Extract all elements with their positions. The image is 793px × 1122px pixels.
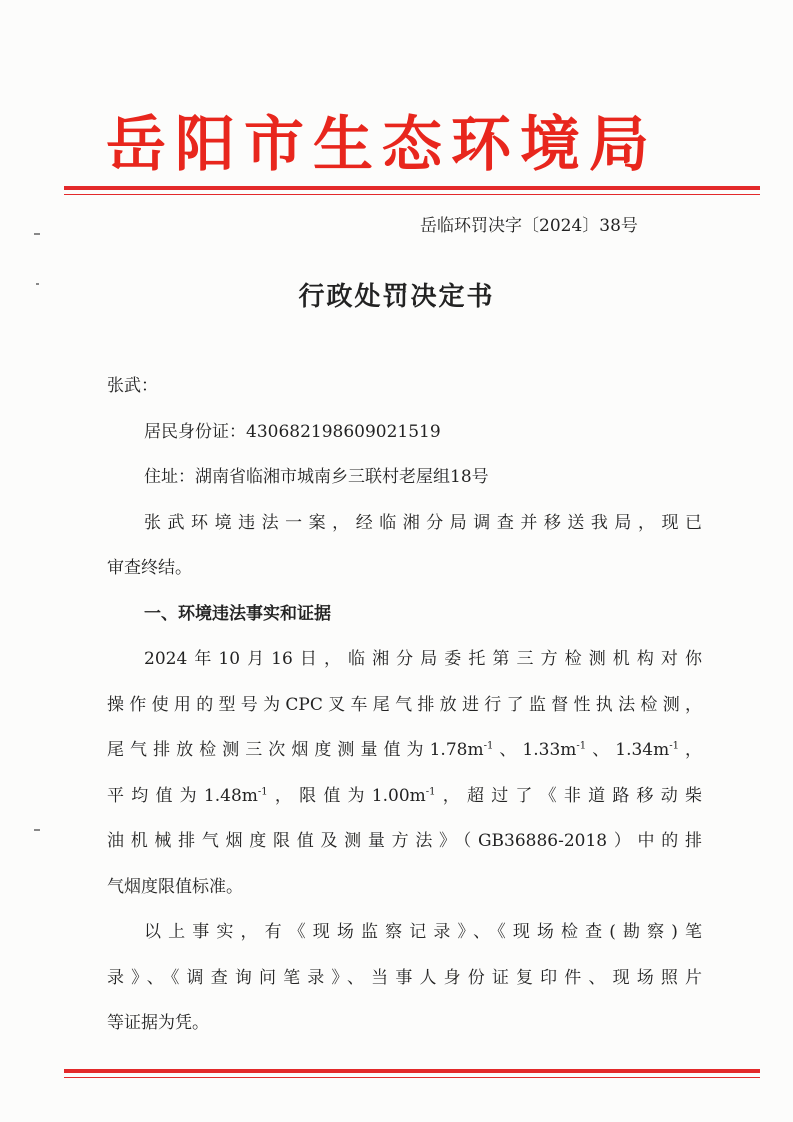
average-label: 平均值为 <box>107 785 204 806</box>
facts-line-average <box>107 774 702 820</box>
address-value: 湖南省临湘市城南乡三联村老屋组18号 <box>195 467 489 487</box>
facts-line: 2024年10月16日，临湘分局委托第三方检测机构对你 <box>144 649 702 669</box>
limit-label: ，限值为 <box>267 785 372 806</box>
facts-line: 气烟度限值标准。 <box>107 876 243 897</box>
section-heading: 一、环境违法事实和证据 <box>144 603 331 624</box>
footer-divider-thick <box>64 1069 760 1073</box>
reading-value: 1.33m <box>522 740 577 760</box>
unit-exponent: -1 <box>425 785 436 797</box>
document-body <box>107 364 702 1047</box>
exceed-text: ，超过了《非道路移动柴 <box>435 785 703 806</box>
scan-speck <box>34 829 40 831</box>
limit-value: 1.00m <box>371 785 426 806</box>
address-label: 住址： <box>144 467 195 487</box>
separator: 、 <box>586 740 616 760</box>
header-divider-thin <box>64 194 760 195</box>
scan-speck <box>34 233 40 235</box>
header-divider-thick <box>64 186 760 190</box>
address-line <box>107 455 702 501</box>
recipient-name: 张武： <box>107 376 158 396</box>
scan-speck <box>36 283 39 285</box>
evidence-line: 录》、《调查询问笔录》、当事人身份证复印件、现场照片 <box>107 967 702 988</box>
id-label: 居民身份证： <box>144 421 246 442</box>
intro-line: 张武环境违法一案，经临湘分局调查并移送我局，现已 <box>144 512 702 533</box>
evidence-line: 以上事实，有《现场监察记录》、《现场检查(勘察)笔 <box>144 922 702 942</box>
reading-value: 1.78m <box>429 740 484 760</box>
footer-divider-thin <box>64 1077 760 1078</box>
agency-letterhead: 岳阳市生态环境局 <box>106 110 658 180</box>
evidence-line: 等证据为凭。 <box>107 1013 209 1033</box>
unit-exponent: -1 <box>483 740 494 752</box>
separator: ， <box>678 740 703 760</box>
unit-exponent: -1 <box>576 740 587 752</box>
unit-exponent: -1 <box>669 740 679 752</box>
id-line <box>107 410 702 456</box>
facts-line-readings <box>107 728 702 774</box>
document-title: 行政处罚决定书 <box>298 282 495 312</box>
unit-exponent: -1 <box>257 785 268 797</box>
facts-line: 操作使用的型号为CPC叉车尾气排放进行了监督性执法检测， <box>107 694 702 715</box>
facts-line: 油机械排气烟度限值及测量方法》（GB36886-2018）中的排 <box>107 831 702 851</box>
id-number: 430682198609021519 <box>246 421 441 442</box>
intro-line: 审查终结。 <box>107 558 192 578</box>
average-value: 1.48m <box>203 785 258 806</box>
reading-value: 1.34m <box>615 740 670 760</box>
readings-intro: 尾气排放检测三次烟度测量值为 <box>107 740 430 760</box>
document-number: 岳临环罚决字〔2024〕38号 <box>420 216 638 236</box>
separator: 、 <box>493 740 523 760</box>
